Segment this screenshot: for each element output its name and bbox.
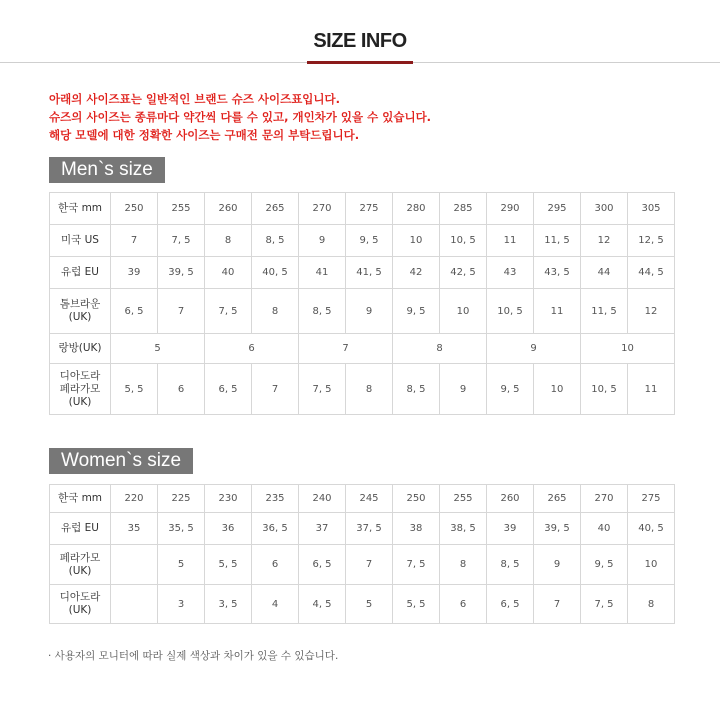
size-cell: 4 <box>252 585 299 624</box>
size-cell: 8, 5 <box>299 289 346 334</box>
size-cell: 9, 5 <box>346 225 393 257</box>
size-cell: 220 <box>111 485 158 513</box>
size-cell: 250 <box>393 485 440 513</box>
size-cell: 10, 5 <box>440 225 487 257</box>
size-cell: 6, 5 <box>299 545 346 585</box>
size-cell: 10 <box>440 289 487 334</box>
size-cell: 41, 5 <box>346 257 393 289</box>
row-header: 톰브라운 (UK) <box>50 289 111 334</box>
size-cell: 5 <box>111 334 205 364</box>
size-cell: 43 <box>487 257 534 289</box>
size-cell: 300 <box>581 193 628 225</box>
size-cell: 12, 5 <box>628 225 675 257</box>
row-header: 유럽 EU <box>50 513 111 545</box>
size-cell: 7 <box>346 545 393 585</box>
size-cell: 3 <box>158 585 205 624</box>
size-cell: 36, 5 <box>252 513 299 545</box>
size-cell: 9 <box>299 225 346 257</box>
size-cell: 37 <box>299 513 346 545</box>
footnote: · 사용자의 모니터에 따라 실제 색상과 차이가 있을 수 있습니다. <box>48 650 339 662</box>
page-title: SIZE INFO <box>313 30 407 52</box>
womens-size-label: Women`s size <box>49 448 193 474</box>
size-cell: 5 <box>346 585 393 624</box>
size-cell <box>111 585 158 624</box>
size-cell: 38, 5 <box>440 513 487 545</box>
size-cell: 265 <box>252 193 299 225</box>
size-cell: 270 <box>581 485 628 513</box>
size-cell: 10 <box>393 225 440 257</box>
size-cell: 38 <box>393 513 440 545</box>
row-header: 한국 mm <box>50 485 111 513</box>
row-header: 미국 US <box>50 225 111 257</box>
size-cell: 12 <box>581 225 628 257</box>
size-cell: 11 <box>487 225 534 257</box>
size-cell: 40, 5 <box>252 257 299 289</box>
notice-line: 해당 모델에 대한 정확한 사이즈는 구매전 문의 부탁드립니다. <box>49 128 360 142</box>
table-row <box>50 585 675 624</box>
size-cell: 6, 5 <box>205 364 252 415</box>
size-cell: 6 <box>205 334 299 364</box>
size-cell: 9 <box>440 364 487 415</box>
notice-line: 아래의 사이즈표는 일반적인 브랜드 슈즈 사이즈표입니다. <box>49 92 341 106</box>
size-cell: 305 <box>628 193 675 225</box>
size-cell: 11, 5 <box>534 225 581 257</box>
row-header: 디아도라 페라가모 (UK) <box>50 364 111 415</box>
size-cell: 9 <box>534 545 581 585</box>
size-cell: 42, 5 <box>440 257 487 289</box>
size-cell: 260 <box>487 485 534 513</box>
size-cell: 40 <box>205 257 252 289</box>
size-cell: 9, 5 <box>487 364 534 415</box>
size-cell: 10 <box>628 545 675 585</box>
size-cell: 35, 5 <box>158 513 205 545</box>
size-cell: 8 <box>346 364 393 415</box>
row-header: 랑방(UK) <box>50 334 111 364</box>
size-cell: 8, 5 <box>393 364 440 415</box>
size-cell: 270 <box>299 193 346 225</box>
size-notice <box>49 90 431 144</box>
size-cell: 9 <box>346 289 393 334</box>
size-cell: 41 <box>299 257 346 289</box>
size-cell: 39, 5 <box>534 513 581 545</box>
size-cell: 7 <box>158 289 205 334</box>
size-cell: 44 <box>581 257 628 289</box>
row-header: 유럽 EU <box>50 257 111 289</box>
size-cell: 6 <box>158 364 205 415</box>
table-row <box>50 545 675 585</box>
size-cell: 8 <box>205 225 252 257</box>
size-cell: 12 <box>628 289 675 334</box>
size-cell: 225 <box>158 485 205 513</box>
table-row <box>50 225 675 257</box>
size-cell: 235 <box>252 485 299 513</box>
size-cell: 36 <box>205 513 252 545</box>
size-cell: 39, 5 <box>158 257 205 289</box>
size-cell: 10, 5 <box>487 289 534 334</box>
mens-size-table <box>49 192 675 415</box>
size-cell: 11 <box>628 364 675 415</box>
size-cell: 250 <box>111 193 158 225</box>
size-cell: 6, 5 <box>111 289 158 334</box>
size-cell <box>111 545 158 585</box>
size-cell: 11 <box>534 289 581 334</box>
size-cell: 39 <box>111 257 158 289</box>
size-cell: 7 <box>111 225 158 257</box>
size-cell: 4, 5 <box>299 585 346 624</box>
size-cell: 275 <box>628 485 675 513</box>
table-row <box>50 485 675 513</box>
size-cell: 37, 5 <box>346 513 393 545</box>
size-cell: 9, 5 <box>581 545 628 585</box>
size-cell: 44, 5 <box>628 257 675 289</box>
size-cell: 280 <box>393 193 440 225</box>
size-cell: 10 <box>534 364 581 415</box>
table-row <box>50 364 675 415</box>
size-cell: 7, 5 <box>581 585 628 624</box>
size-cell: 42 <box>393 257 440 289</box>
size-cell: 9, 5 <box>393 289 440 334</box>
table-row <box>50 334 675 364</box>
size-cell: 8 <box>440 545 487 585</box>
size-cell: 10 <box>581 334 675 364</box>
size-cell: 8, 5 <box>487 545 534 585</box>
row-header: 디아도라 (UK) <box>50 585 111 624</box>
table-row <box>50 257 675 289</box>
size-cell: 290 <box>487 193 534 225</box>
size-cell: 9 <box>487 334 581 364</box>
size-cell: 285 <box>440 193 487 225</box>
size-cell: 7 <box>299 334 393 364</box>
womens-size-table <box>49 484 675 624</box>
size-cell: 5, 5 <box>393 585 440 624</box>
row-header: 한국 mm <box>50 193 111 225</box>
size-cell: 40, 5 <box>628 513 675 545</box>
size-cell: 8 <box>252 289 299 334</box>
size-cell: 275 <box>346 193 393 225</box>
size-cell: 11, 5 <box>581 289 628 334</box>
size-cell: 5 <box>158 545 205 585</box>
size-cell: 5, 5 <box>205 545 252 585</box>
size-cell: 8 <box>393 334 487 364</box>
mens-size-label: Men`s size <box>49 157 165 183</box>
size-cell: 230 <box>205 485 252 513</box>
notice-line: 슈즈의 사이즈는 종류마다 약간씩 다를 수 있고, 개인차가 있을 수 있습니다. <box>49 110 432 124</box>
size-cell: 43, 5 <box>534 257 581 289</box>
size-cell: 7 <box>252 364 299 415</box>
size-cell: 10, 5 <box>581 364 628 415</box>
size-cell: 8 <box>628 585 675 624</box>
size-cell: 7, 5 <box>158 225 205 257</box>
size-cell: 6 <box>252 545 299 585</box>
size-cell: 39 <box>487 513 534 545</box>
size-cell: 7, 5 <box>393 545 440 585</box>
table-row <box>50 193 675 225</box>
size-cell: 255 <box>440 485 487 513</box>
size-cell: 240 <box>299 485 346 513</box>
size-cell: 7, 5 <box>205 289 252 334</box>
size-cell: 245 <box>346 485 393 513</box>
title-accent-bar <box>307 61 413 64</box>
size-cell: 295 <box>534 193 581 225</box>
size-cell: 7, 5 <box>299 364 346 415</box>
size-cell: 8, 5 <box>252 225 299 257</box>
size-cell: 35 <box>111 513 158 545</box>
size-cell: 7 <box>534 585 581 624</box>
size-cell: 5, 5 <box>111 364 158 415</box>
table-row <box>50 513 675 545</box>
size-cell: 260 <box>205 193 252 225</box>
size-cell: 6 <box>440 585 487 624</box>
size-cell: 40 <box>581 513 628 545</box>
row-header: 페라가모 (UK) <box>50 545 111 585</box>
table-row <box>50 289 675 334</box>
size-cell: 6, 5 <box>487 585 534 624</box>
size-cell: 255 <box>158 193 205 225</box>
size-cell: 265 <box>534 485 581 513</box>
size-cell: 3, 5 <box>205 585 252 624</box>
